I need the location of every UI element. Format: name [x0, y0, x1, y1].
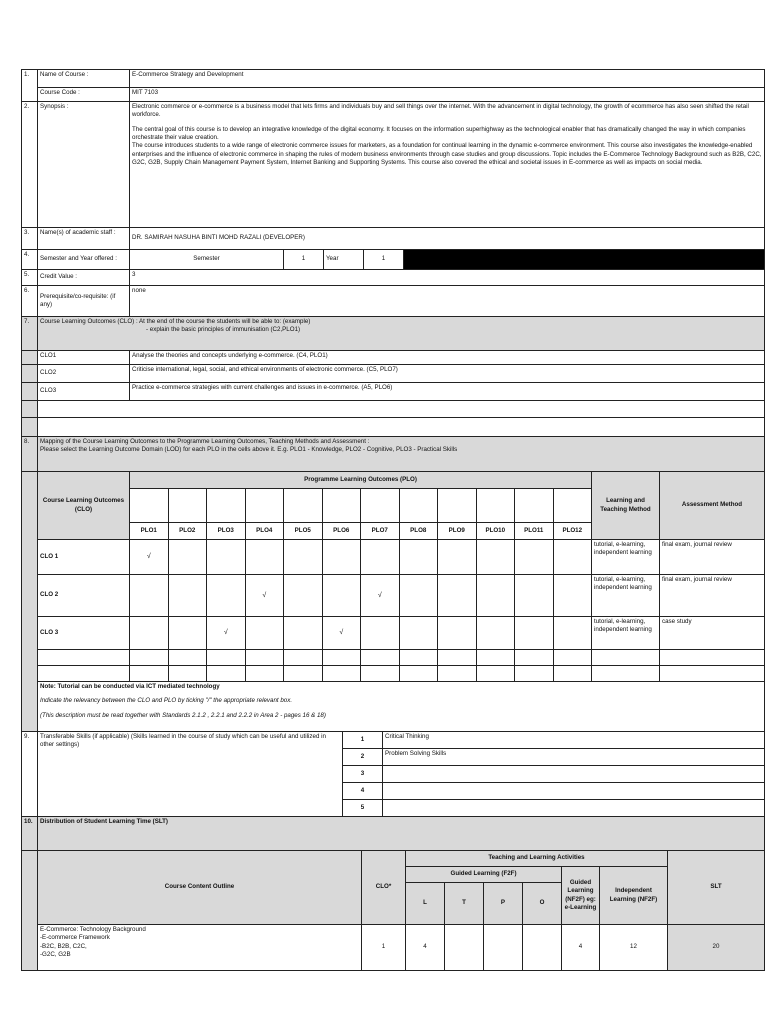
- empty-cell: [438, 650, 477, 666]
- mapping-intro-text: Please select the Learning Outcome Domain (LOD) for each PLO in the cells above it. E.g. PLO1 - Knowledge, PLO2 - Cognitive, PLO3 - Practical Skills: [40, 446, 458, 454]
- plo-header-cell: PLO7: [361, 523, 400, 540]
- plo-tick-cell[interactable]: [361, 540, 400, 575]
- plo-tick-cell[interactable]: √: [245, 575, 284, 617]
- row-number: 4.: [22, 250, 38, 270]
- plo-tick-cell[interactable]: [515, 617, 554, 650]
- plo-tick-cell[interactable]: [515, 575, 554, 617]
- lod-cell[interactable]: [361, 489, 400, 523]
- plo-tick-cell[interactable]: [207, 540, 246, 575]
- plo-tick-cell[interactable]: [399, 540, 438, 575]
- plo-header: Programme Learning Outcomes (PLO): [130, 472, 592, 489]
- mapping-notes: [38, 682, 765, 732]
- empty-cell: [245, 666, 284, 682]
- lecture-header: L: [406, 883, 445, 925]
- empty-cell: [476, 666, 515, 682]
- plo-tick-cell[interactable]: [438, 617, 477, 650]
- clo-text: Analyse the theories and concepts underlying e-commerce. (C4, PLO1): [130, 351, 765, 365]
- practical-value: [484, 925, 523, 971]
- plo-tick-cell[interactable]: [130, 575, 169, 617]
- row-number: 3.: [22, 228, 38, 250]
- plo-tick-cell[interactable]: [553, 540, 592, 575]
- assessment-method-cell: final exam, journal review: [660, 540, 765, 575]
- empty-cell: [361, 666, 400, 682]
- empty-cell: [438, 666, 477, 682]
- empty-cell: [515, 650, 554, 666]
- mapping-intro: [38, 437, 765, 472]
- plo-tick-cell[interactable]: [438, 575, 477, 617]
- empty-cell: [399, 650, 438, 666]
- plo-tick-cell[interactable]: [399, 617, 438, 650]
- slt-header: SLT: [668, 851, 765, 925]
- other-header: O: [523, 883, 562, 925]
- empty-cell: [476, 650, 515, 666]
- plo-header-cell: PLO3: [207, 523, 246, 540]
- credit-value: 3: [130, 270, 765, 286]
- mapping-row: [22, 650, 765, 666]
- clo-label: CLO 2: [38, 575, 130, 617]
- blank-cell: [22, 365, 38, 383]
- slt-table: [21, 816, 765, 971]
- course-code-value: MIT 7103: [130, 88, 765, 102]
- lod-cell[interactable]: [476, 489, 515, 523]
- plo-tick-cell[interactable]: [553, 617, 592, 650]
- lecture-value: 4: [406, 925, 445, 971]
- skill-text: Critical Thinking: [383, 732, 765, 749]
- plo-tick-cell[interactable]: [245, 617, 284, 650]
- row-number: 6.: [22, 286, 38, 317]
- plo-tick-cell[interactable]: [476, 617, 515, 650]
- synopsis-value: [130, 102, 765, 228]
- assessment-method-cell: final exam, journal review: [660, 575, 765, 617]
- empty-cell: [322, 650, 361, 666]
- blank-cell: [22, 401, 38, 418]
- prereq-value: none: [130, 286, 765, 317]
- row-number: 9.: [22, 732, 38, 817]
- plo-tick-cell[interactable]: [207, 575, 246, 617]
- clo-intro: [38, 317, 765, 351]
- empty-cell: [130, 666, 169, 682]
- empty-cell: [284, 666, 323, 682]
- skill-text: [383, 766, 765, 783]
- plo-mapping-table: [21, 436, 765, 732]
- empty-cell: [245, 650, 284, 666]
- empty-cell: [553, 666, 592, 682]
- plo-header-cell: PLO12: [553, 523, 592, 540]
- row-number: 1.: [22, 70, 38, 102]
- plo-tick-cell[interactable]: [515, 540, 554, 575]
- course-code-label: Course Code :: [38, 88, 130, 102]
- empty-cell: [592, 650, 660, 666]
- blank-cell: [22, 418, 38, 437]
- plo-tick-cell[interactable]: [361, 617, 400, 650]
- empty-cell: [168, 650, 207, 666]
- plo-tick-cell[interactable]: √: [130, 540, 169, 575]
- plo-tick-cell[interactable]: [399, 575, 438, 617]
- blank-cell: [22, 472, 38, 732]
- plo-header-cell: PLO11: [515, 523, 554, 540]
- other-value: [523, 925, 562, 971]
- empty-cell: [399, 666, 438, 682]
- synopsis-paragraph: The course introduces students to a wide range of electronic commerce issues for marketers, as a foundation for continual learning in the dynamic e-commerce environment. This course also investigates the knowledge-enabled enterprises and the influence of electronic commerce in shaping the rules of modern business environments through case studies and group discussions. Topic includes the E-Commerce Technology Background such as B2B, C2C, G2C, G2B, Supply Chain Management Payment System, Internet Banking and Supporting Systems. This course also covered the ethical and societal issues in E-commerce as well as impacts on social media.: [132, 142, 762, 167]
- skill-number: 2: [343, 749, 383, 766]
- plo-header-cell: PLO4: [245, 523, 284, 540]
- row-number: 8.: [22, 437, 38, 472]
- row-number: 5.: [22, 270, 38, 286]
- assessment-method-cell: case study: [660, 617, 765, 650]
- plo-tick-cell[interactable]: [438, 540, 477, 575]
- blank-cell: [22, 351, 38, 365]
- plo-tick-cell[interactable]: [476, 540, 515, 575]
- staff-label: Name(s) of academic staff :: [38, 228, 130, 250]
- lod-cell[interactable]: [438, 489, 477, 523]
- content-line: -E-commerce Framework: [40, 934, 110, 942]
- empty-cell: [361, 650, 400, 666]
- plo-header-cell: PLO1: [130, 523, 169, 540]
- mapping-row: [22, 666, 765, 682]
- tla-header: Teaching and Learning Activities: [406, 851, 668, 867]
- plo-tick-cell[interactable]: [284, 617, 323, 650]
- empty-cell: [38, 650, 130, 666]
- skill-number: 5: [343, 800, 383, 817]
- clo-column-header: Course Learning Outcomes (CLO): [38, 472, 130, 540]
- synopsis-paragraph: The central goal of this course is to develop an integrative knowledge of the digital economy. It focuses on the information superhighway as the technological enabler that has dramatically changed the way in which companies orchestrate their value creation.: [132, 125, 746, 142]
- plo-tick-cell[interactable]: [168, 540, 207, 575]
- plo-tick-cell[interactable]: [322, 540, 361, 575]
- semester-table: [21, 249, 765, 270]
- independent-header: Independent Learning (NF2F): [600, 867, 668, 925]
- clo-example: - explain the basic principles of immunisation (C2,PLO1): [146, 326, 301, 334]
- content-line: -B2C, B2B, C2C,: [40, 942, 87, 950]
- practical-header: P: [484, 883, 523, 925]
- skill-number: 4: [343, 783, 383, 800]
- clo-value: 1: [362, 925, 406, 971]
- empty-cell: [660, 666, 765, 682]
- lod-cell[interactable]: [168, 489, 207, 523]
- teaching-method-header: Learning and Teaching Method: [592, 472, 660, 540]
- row-number: 2.: [22, 102, 38, 228]
- plo-tick-cell[interactable]: [322, 575, 361, 617]
- staff-value: DR. SAMIRAH NASUHA BINTI MOHD RAZALI (DEVELOPER): [130, 228, 765, 250]
- course-details-table: [21, 69, 765, 250]
- empty-cell: [660, 650, 765, 666]
- slt-value: 20: [668, 925, 765, 971]
- skill-number: 3: [343, 766, 383, 783]
- empty-cell: [515, 666, 554, 682]
- empty-cell: [130, 650, 169, 666]
- course-information-form: [21, 69, 765, 971]
- year-value: 1: [364, 250, 404, 270]
- content-line: -G2C, G2B: [40, 951, 71, 959]
- skills-table: [21, 731, 765, 817]
- clo-code: CLO2: [38, 365, 130, 383]
- lod-cell[interactable]: [130, 489, 169, 523]
- empty-cell: [207, 650, 246, 666]
- plo-tick-cell[interactable]: √: [322, 617, 361, 650]
- content-cell: [38, 925, 362, 971]
- lod-cell[interactable]: [322, 489, 361, 523]
- plo-tick-cell[interactable]: [284, 575, 323, 617]
- clo-text: Criticise international, legal, social, and ethical environments of electronic commerce. (C5, PLO7): [130, 365, 765, 383]
- plo-header-cell: PLO8: [399, 523, 438, 540]
- lod-cell[interactable]: [245, 489, 284, 523]
- skills-label: Transferable Skills (if applicable) (Skills learned in the course of study which can be useful and utilized in other settings): [38, 732, 343, 817]
- lod-cell[interactable]: [399, 489, 438, 523]
- clo-code: CLO3: [38, 383, 130, 401]
- teaching-method-cell: tutorial, e-learning, independent learning: [592, 540, 660, 575]
- empty-cell: [553, 650, 592, 666]
- slt-title: Distribution of Student Learning Time (SLT): [38, 817, 765, 851]
- plo-tick-cell[interactable]: [553, 575, 592, 617]
- row-number: 7.: [22, 317, 38, 351]
- year-header: Year: [324, 250, 364, 270]
- teaching-method-cell: tutorial, e-learning, independent learning: [592, 617, 660, 650]
- empty-cell: [322, 666, 361, 682]
- blank-cell: [22, 383, 38, 401]
- lod-cell[interactable]: [553, 489, 592, 523]
- plo-tick-cell[interactable]: [476, 575, 515, 617]
- credit-table: [21, 269, 765, 437]
- mapping-row: [22, 575, 765, 617]
- lod-cell[interactable]: [207, 489, 246, 523]
- empty-cell: [38, 666, 130, 682]
- lod-cell[interactable]: [515, 489, 554, 523]
- clo-label: CLO 1: [38, 540, 130, 575]
- skill-text: Problem Solving Skills: [383, 749, 765, 766]
- course-name-label: Name of Course :: [38, 70, 130, 88]
- clo-code: CLO1: [38, 351, 130, 365]
- nf2f-value: 4: [562, 925, 600, 971]
- skill-text: [383, 800, 765, 817]
- mapping-row: [22, 617, 765, 650]
- semester-value: 1: [284, 250, 324, 270]
- clo-header: CLO*: [362, 851, 406, 925]
- plo-tick-cell[interactable]: [245, 540, 284, 575]
- blank-cell: [404, 250, 765, 270]
- content-outline-header: Course Content Outline: [38, 851, 362, 925]
- clo-label: CLO 3: [38, 617, 130, 650]
- mapping-note: Note: Tutorial can be conducted via ICT mediated technology: [40, 683, 220, 690]
- synopsis-label: Synopsis :: [38, 102, 130, 228]
- course-name-value: E-Commerce Strategy and Development: [130, 70, 765, 88]
- nf2f-header: Guided Learning (NF2F) eg: e-Learning: [562, 867, 600, 925]
- mapping-intro-text: Mapping of the Course Learning Outcomes to the Programme Learning Outcomes, Teaching Methods and Assessment :: [40, 438, 370, 445]
- mapping-row: [22, 540, 765, 575]
- blank-cell: [38, 418, 765, 437]
- plo-tick-cell[interactable]: √: [207, 617, 246, 650]
- credit-label: Credit Value :: [38, 270, 130, 286]
- semester-header: Semester: [130, 250, 284, 270]
- empty-cell: [592, 666, 660, 682]
- content-line: E-Commerce: Technology Background: [40, 926, 146, 933]
- tutorial-value: [445, 925, 484, 971]
- mapping-instruction: (This description must be read together with Standards 2.1.2 , 2.2.1 and 2.2.2 in Area 2 - pages 16 & 18): [40, 711, 326, 719]
- row-number: 10.: [22, 817, 38, 851]
- plo-header-cell: PLO2: [168, 523, 207, 540]
- f2f-header: Guided Learning (F2F): [406, 867, 562, 883]
- plo-header-cell: PLO5: [284, 523, 323, 540]
- plo-tick-cell[interactable]: [168, 617, 207, 650]
- clo-intro-text: Course Learning Outcomes (CLO) : At the end of the course the students will be able to: (example): [40, 318, 311, 325]
- clo-text: Practice e-commerce strategies with current challenges and issues in e-commerce. (A5, PLO6): [130, 383, 765, 401]
- prereq-label: Prerequisite/co-requisite: (if any): [38, 286, 130, 317]
- skill-text: [383, 783, 765, 800]
- tutorial-header: T: [445, 883, 484, 925]
- plo-header-cell: PLO10: [476, 523, 515, 540]
- plo-tick-cell[interactable]: [284, 540, 323, 575]
- plo-header-cell: PLO9: [438, 523, 477, 540]
- plo-header-cell: PLO6: [322, 523, 361, 540]
- blank-cell: [38, 401, 765, 418]
- teaching-method-cell: tutorial, e-learning, independent learning: [592, 575, 660, 617]
- blank-cell: [22, 851, 38, 971]
- empty-cell: [207, 666, 246, 682]
- lod-cell[interactable]: [284, 489, 323, 523]
- plo-tick-cell[interactable]: [130, 617, 169, 650]
- mapping-instruction: Indicate the relevancy between the CLO and PLO by ticking "/" the appropriate relevant box.: [40, 697, 293, 705]
- skill-number: 1: [343, 732, 383, 749]
- plo-tick-cell[interactable]: √: [361, 575, 400, 617]
- plo-tick-cell[interactable]: [168, 575, 207, 617]
- assessment-method-header: Assessment Method: [660, 472, 765, 540]
- synopsis-paragraph: Electronic commerce or e-commerce is a business model that lets firms and individuals buy and sell things over the internet. With the advancement in digital technology, the growth of ecommerce has also seen shifted the retail workforce.: [132, 103, 749, 119]
- empty-cell: [168, 666, 207, 682]
- semester-label: Semester and Year offered :: [38, 250, 130, 270]
- independent-value: 12: [600, 925, 668, 971]
- empty-cell: [284, 650, 323, 666]
